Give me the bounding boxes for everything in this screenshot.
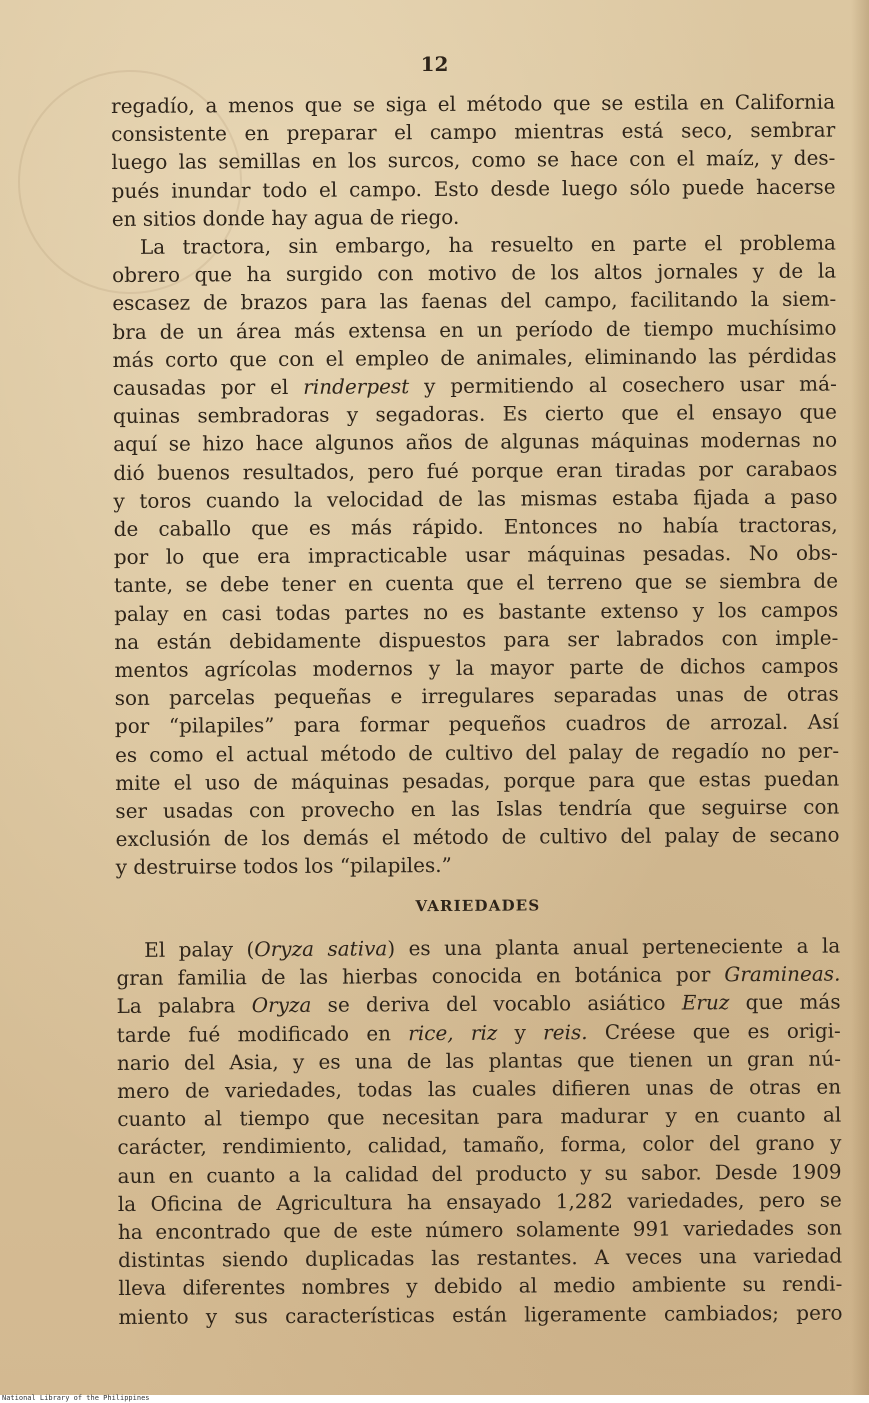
text-run: que más (729, 989, 841, 1015)
text-run: Créese que es origi- (587, 1018, 841, 1044)
text-line: escasez de brazos para las faenas del campo, facilitando la siem- (112, 286, 837, 316)
text-run: y (497, 1019, 544, 1045)
text-line: son parcelas pequeñas e irregulares separadas unas de otras (114, 681, 839, 711)
footer-credit: National Library of the Philippines (2, 1394, 150, 1402)
text-line: por “pilapiles” para formar pequeños cuadros de arrozal. Así (114, 710, 839, 739)
italic-term: reis. (543, 1019, 588, 1044)
text-line: obrero que ha surgido con motivo de los altos jornales y de la (112, 258, 837, 288)
text-line (117, 1016, 841, 1049)
library-footer-strip (0, 1395, 869, 1403)
text-line: cuanto al tiempo que necesitan para madurar y en cuanto al (117, 1102, 842, 1132)
text-line: aun en cuanto a la calidad del producto y su sabor. Desde 1909 (117, 1159, 842, 1188)
italic-term: Oryza (251, 993, 312, 1018)
text-run: ) es una planta anual perteneciente a la (387, 933, 841, 961)
text-line (116, 988, 840, 1021)
text-run: y permitiendo al cosechero usar má- (409, 371, 837, 399)
italic-term: rinderpest (303, 374, 410, 399)
text-run: causadas por el (112, 374, 304, 401)
text-line: tante, se debe tener en cuenta que el terreno que se siembra de (113, 569, 839, 598)
text-line: ha encontrado que de este número solamente 991 variedades son (117, 1215, 843, 1244)
text-line: quinas sembradoras y segadoras. Es cierto que el ensayo que (112, 399, 838, 429)
italic-term: Eruz (681, 990, 730, 1015)
italic-term: Oryza sativa (254, 936, 388, 962)
text-line: La tractora, sin embargo, ha resuelto en parte el problema (139, 230, 837, 259)
italic-term: Gramineas. (724, 961, 841, 987)
text-line: exclusión de los demás el método de cultivo del palay de secano (115, 822, 840, 852)
page-edge-shadow (851, 0, 869, 1395)
text-line: aquí se hizo hace algunos años de algunas máquinas modernas no (113, 428, 838, 457)
text-line: es como el actual método de cultivo del palay de regadío no per- (114, 738, 840, 767)
text-line: por lo que era impracticable usar máquinas pesadas. No obs- (113, 540, 838, 570)
text-line: regadío, a menos que se siga el método que se estila en California (111, 89, 836, 118)
section-heading: VARIEDADES (415, 896, 541, 915)
text-line: dió buenos resultados, pero fué porque eran tiradas por carabaos (113, 456, 838, 485)
body-text (111, 88, 843, 1331)
text-line: luego las semillas en los surcos, como se hace con el maíz, y des- (111, 145, 836, 175)
text-run: El palay ( (144, 937, 255, 962)
text-line: y toros cuando la velocidad de las mismas estaba fijada a paso (113, 484, 838, 513)
text-line: palay en casi todas partes no es bastante extenso y los campos (114, 597, 839, 626)
text-run: gran familia de las hierbas conocida en botánica por (116, 962, 725, 991)
text-line (113, 370, 837, 403)
text-line (116, 931, 840, 964)
italic-term: rice, riz (408, 1020, 498, 1045)
text-line: más corto que con el empleo de animales, eliminando las pérdidas (112, 343, 837, 372)
text-line: bra de un área más extensa en un período de tiempo muchísimo (112, 315, 837, 344)
text-line: na están debidamente dispuestos para ser labrados con imple- (114, 625, 839, 654)
text-run: se deriva del vocablo asiático (311, 990, 682, 1018)
text-line: ser usadas con provecho en las Islas tendría que seguirse con (115, 794, 840, 824)
text-line: carácter, rendimiento, calidad, tamaño, forma, color del grano y (117, 1130, 842, 1160)
text-line: mero de variedades, todas las cuales difieren unas de otras en (117, 1074, 842, 1103)
text-line: miento y sus características están ligeramente cambiados; pero (118, 1300, 843, 1329)
text-line: distintas siendo duplicadas las restantes. A veces una variedad (118, 1243, 843, 1273)
text-line: mite el uso de máquinas pesadas, porque para que estas puedan (115, 766, 840, 795)
text-line: y destruirse todos los “pilapiles.” (115, 853, 452, 880)
page-number: 12 (420, 52, 449, 76)
text-line: lleva diferentes nombres y debido al medio ambiente su rendi- (118, 1271, 843, 1301)
text-run: La palabra (116, 993, 252, 1019)
text-line (116, 960, 840, 993)
text-line: pués inundar todo el campo. Esto desde luego sólo puede hacerse (111, 174, 836, 203)
text-line: nario del Asia, y es una de las plantas que tienen un gran nú- (116, 1046, 841, 1075)
text-line: la Oficina de Agricultura ha ensayado 1,282 variedades, pero se (117, 1187, 842, 1216)
text-line: mentos agrícolas modernos y la mayor parte de dichos campos (114, 653, 839, 683)
text-line: consistente en preparar el campo mientras está seco, sembrar (111, 117, 836, 147)
text-line: de caballo que es más rápido. Entonces no había tractoras, (113, 512, 838, 542)
text-run: tarde fué modificado en (116, 1020, 409, 1047)
text-line: en sitios donde hay agua de riego. (111, 204, 460, 231)
